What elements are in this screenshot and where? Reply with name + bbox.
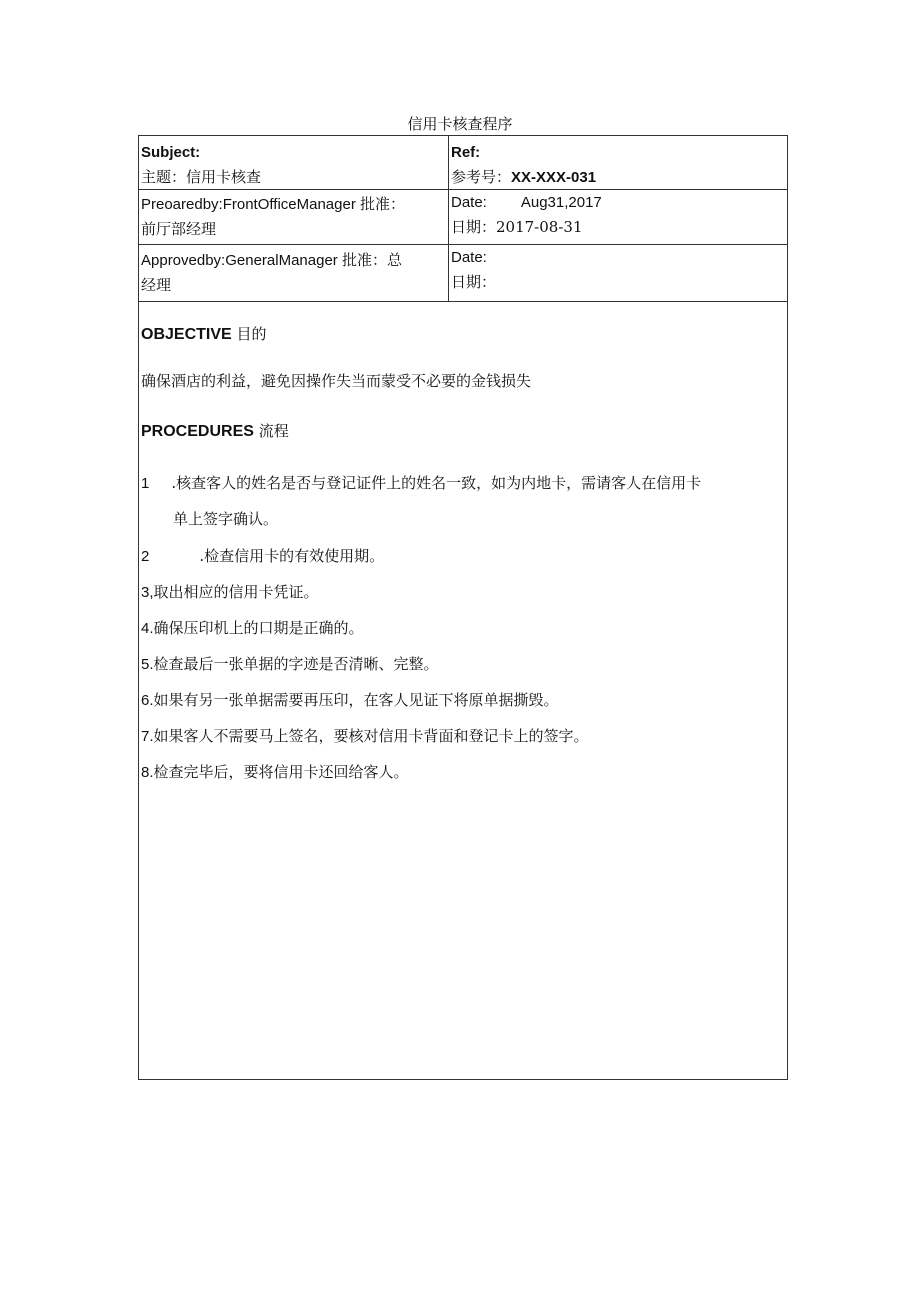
procedures-heading-en: PROCEDURES	[141, 423, 254, 440]
step-text: 如果客人不需要马上签名，要核对信用卡背面和登记卡上的签字。	[153, 727, 589, 745]
header-row-approved	[139, 245, 787, 302]
objective-text: 确保酒店的利益，避免因操作失当而蒙受不必要的金钱损失	[141, 372, 532, 390]
approved-by-cell	[139, 245, 449, 301]
procedure-step	[141, 472, 701, 495]
step-text: 如果有另一张单据需要再压印，在客人见证下将原单据撕毁。	[153, 691, 559, 709]
ref-code: XX-XXX-031	[511, 169, 597, 186]
objective-heading-cn: 目的	[236, 325, 267, 343]
procedure-step-continuation: 单上签字确认。	[173, 510, 279, 528]
procedure-step	[141, 761, 409, 784]
prepared-date-cell	[449, 190, 787, 244]
procedures-heading	[141, 420, 289, 443]
step-number: 4.	[141, 620, 154, 637]
step-text: .核查客人的姓名是否与登记证件上的姓名一致，如为内地卡，需请客人在信用卡	[171, 474, 702, 492]
subject-label: Subject:	[141, 144, 201, 161]
step-number: 5.	[141, 656, 154, 673]
procedure-step	[141, 689, 559, 712]
objective-heading-en: OBJECTIVE	[141, 326, 232, 343]
approved-date-cell	[449, 245, 787, 301]
approved-date-label: Date:	[451, 249, 487, 266]
step-number: 3,	[141, 584, 154, 601]
procedure-step	[141, 653, 439, 676]
step-text: 检查完毕后，要将信用卡还回给客人。	[153, 763, 409, 781]
ref-cell	[449, 136, 787, 189]
document-title: 信用卡核查程序	[407, 115, 513, 133]
approved-by-line1: Approvedby:GeneralManager 批准：总	[141, 252, 402, 269]
step-number: 6.	[141, 692, 154, 709]
ref-prefix: 参考号：	[451, 168, 512, 186]
procedure-step	[141, 725, 589, 748]
prepared-by-cell	[139, 190, 449, 244]
step-text: 取出相应的信用卡凭证。	[153, 583, 319, 601]
prepared-by-line2: 前厅部经理	[141, 220, 217, 238]
header-row-prepared	[139, 190, 787, 245]
step-number: 1	[141, 475, 150, 492]
procedures-heading-cn: 流程	[258, 422, 289, 440]
procedure-form	[138, 135, 788, 1080]
ref-label: Ref:	[451, 144, 481, 161]
step-text: 确保压印机上的口期是正确的。	[153, 619, 364, 637]
prepared-date-label: Date:	[451, 194, 487, 211]
objective-heading	[141, 323, 266, 346]
prepared-date-cn: 日期：2017-08-31	[451, 218, 583, 236]
approved-date-cn: 日期：	[451, 273, 497, 291]
subject-cell	[139, 136, 449, 189]
prepared-date-value: Aug31,2017	[520, 194, 602, 211]
prepared-by-line1: Preoaredby:FrontOfficeManager 批准：	[141, 196, 406, 213]
approved-by-line2: 经理	[141, 276, 172, 294]
step-number: 8.	[141, 764, 154, 781]
ref-value	[451, 165, 787, 190]
procedure-step	[141, 581, 319, 604]
header-row-subject	[139, 136, 787, 190]
step-text: 检查最后一张单据的字迹是否清晰、完整。	[153, 655, 439, 673]
step-text: .检查信用卡的有效使用期。	[199, 547, 385, 565]
step-number: 7.	[141, 728, 154, 745]
step-number: 2	[141, 548, 150, 565]
prepared-date-line	[451, 190, 787, 215]
subject-value: 主题：信用卡核查	[141, 168, 262, 186]
procedure-step	[141, 545, 384, 568]
procedure-step	[141, 617, 364, 640]
